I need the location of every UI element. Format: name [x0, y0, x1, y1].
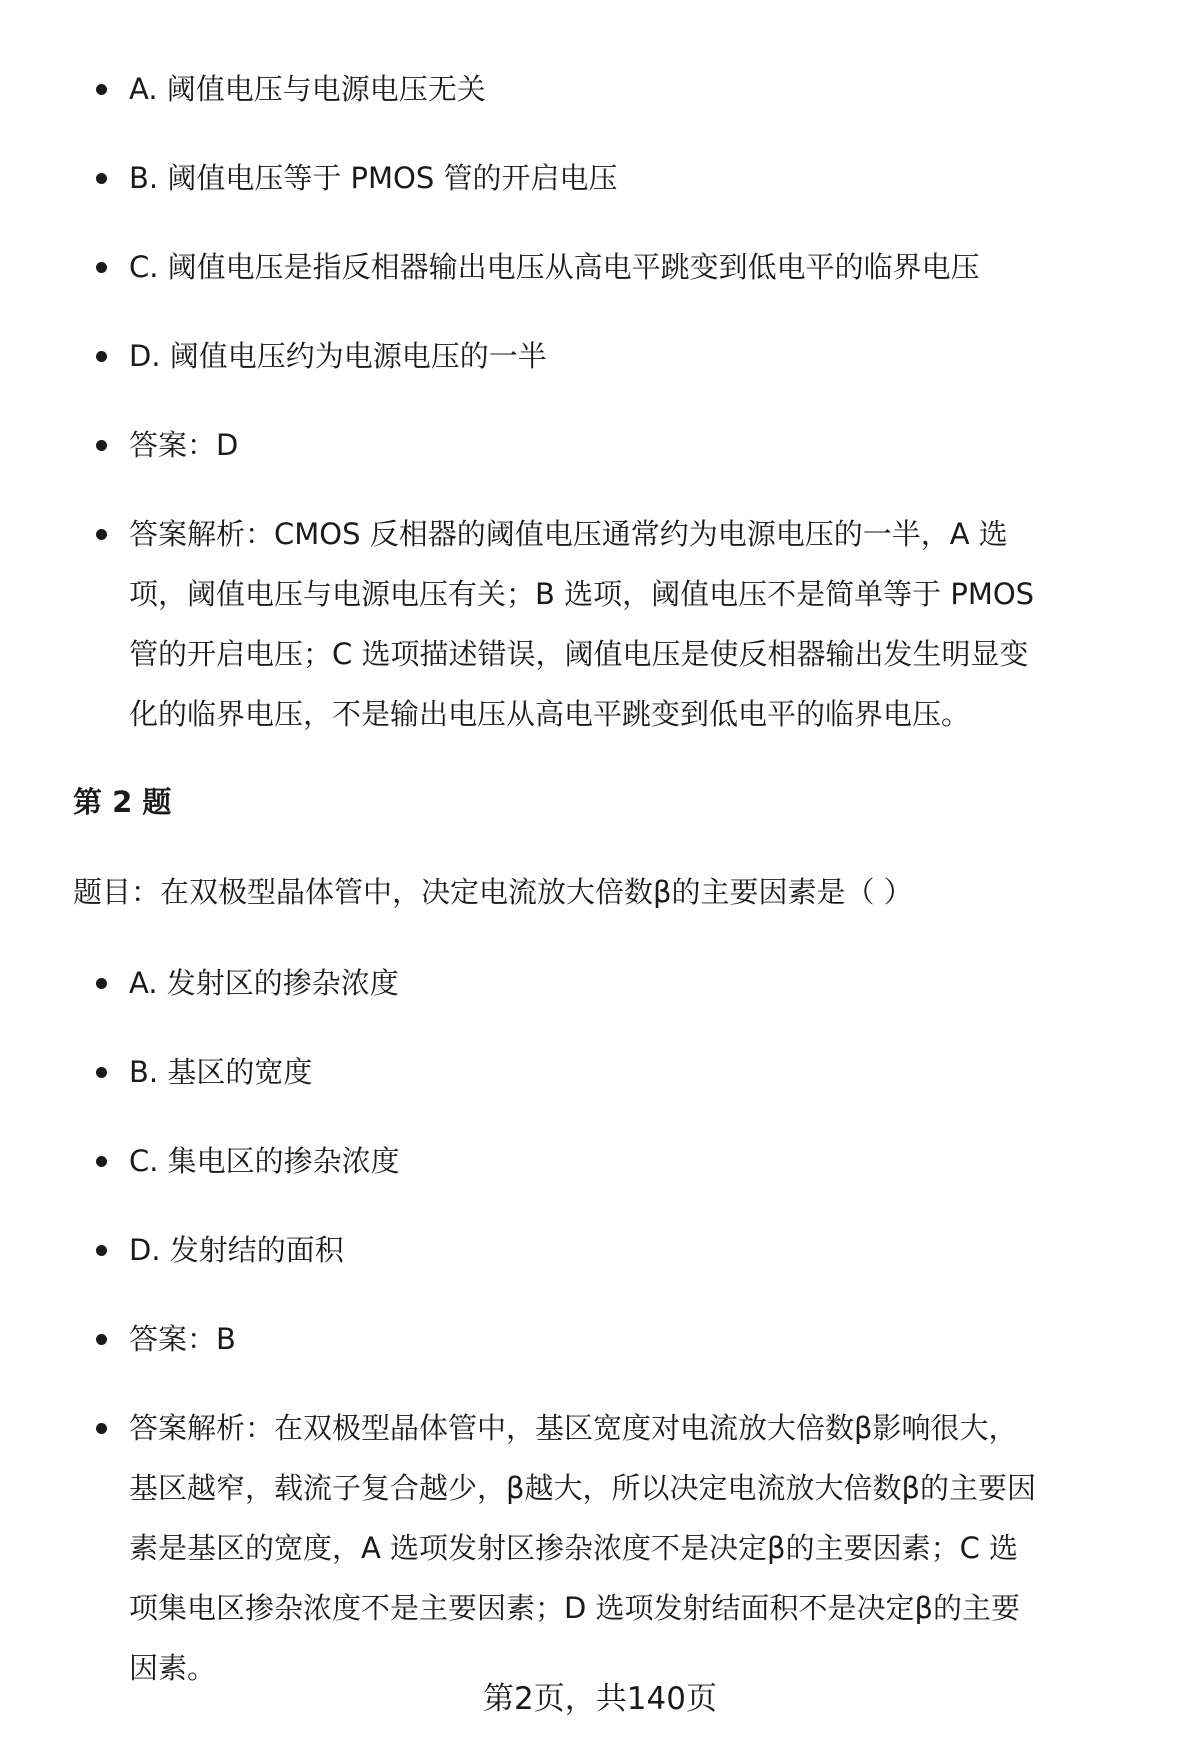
question-1-section	[0, 59, 1200, 744]
question-2-list	[0, 953, 1200, 1698]
option-d: D. 阈值电压约为电源电压的一半	[0, 326, 1040, 386]
option-c: C. 阈值电压是指反相器输出电压从高电平跳变到低电平的临界电压	[0, 237, 1040, 297]
question-1-list	[0, 59, 1200, 744]
question-2-stem: 题目：在双极型晶体管中，决定电流放大倍数β的主要因素是（ ）	[73, 875, 913, 909]
page-number: 第2页，共140页	[483, 1681, 717, 1717]
question-2-heading: 第 2 题	[73, 785, 172, 819]
question-2-section	[0, 953, 1200, 1698]
option-a: A. 发射区的掺杂浓度	[0, 953, 1040, 1013]
answer-explanation: 答案解析：CMOS 反相器的阈值电压通常约为电源电压的一半，A 选项，阈值电压与电源电压有关；B 选项，阈值电压不是简单等于 PMOS 管的开启电压；C 选项描述错误，阈值电压是使反相器输出发生明显变化的临界电压，不是输出电压从高电平跳变到低电平的临界电压。	[0, 504, 1040, 744]
answer: 答案：D	[0, 415, 1040, 475]
option-b: B. 基区的宽度	[0, 1042, 1040, 1102]
answer: 答案：B	[0, 1309, 1040, 1369]
option-d: D. 发射结的面积	[0, 1220, 1040, 1280]
option-a: A. 阈值电压与电源电压无关	[0, 59, 1040, 119]
option-c: C. 集电区的掺杂浓度	[0, 1131, 1040, 1191]
answer-explanation: 答案解析：在双极型晶体管中，基区宽度对电流放大倍数β影响很大，基区越窄，载流子复合越少，β越大，所以决定电流放大倍数β的主要因素是基区的宽度，A 选项发射区掺杂浓度不是决定β的主要因素；C 选项集电区掺杂浓度不是主要因素；D 选项发射结面积不是决定β的主要因素。	[0, 1398, 1040, 1698]
option-b: B. 阈值电压等于 PMOS 管的开启电压	[0, 148, 1040, 208]
